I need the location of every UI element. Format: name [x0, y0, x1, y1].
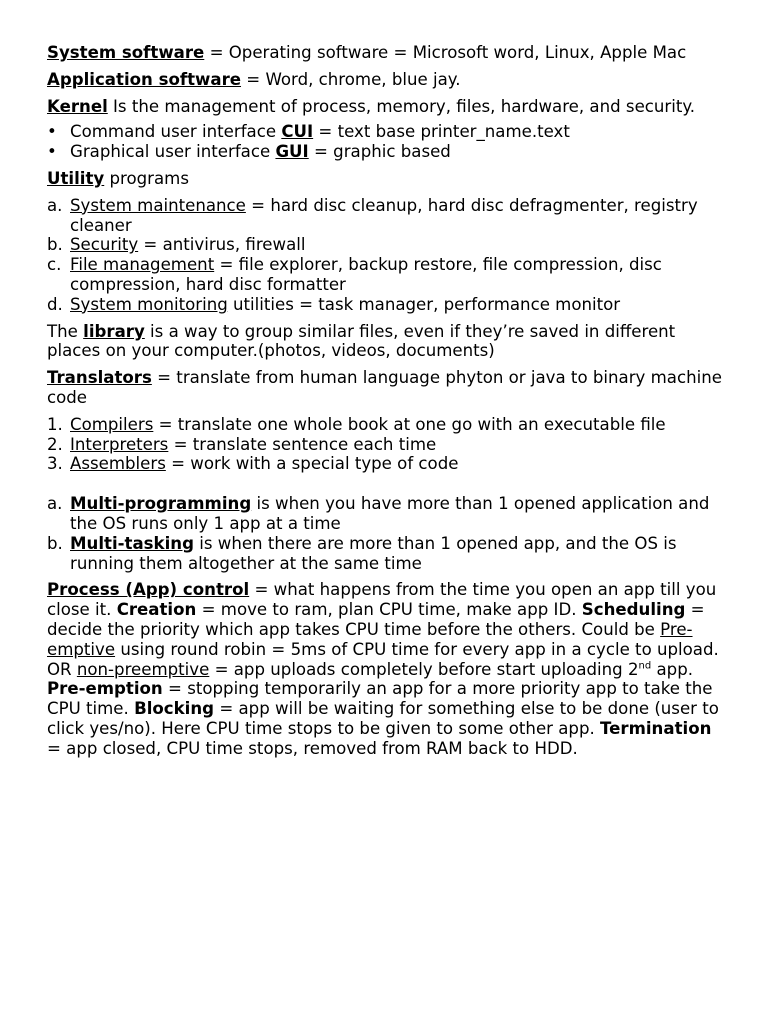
definition-text: = translate from human language phyton or java to binary machine code: [47, 368, 722, 407]
term-application-software: Application software: [47, 69, 242, 89]
paragraph-utility: [47, 169, 727, 189]
term-system-maintenance: System maintenance: [70, 195, 246, 215]
item-text: Graphical user interface: [70, 142, 276, 162]
bullet-marker: •: [47, 122, 57, 142]
term-multi-tasking: Multi-tasking: [70, 533, 194, 553]
definition-text: = app uploads completely before start uploading 2: [209, 659, 639, 679]
list-item: [47, 415, 727, 435]
translator-list: [47, 415, 727, 474]
definition-text: = stopping temporarily an app for a more priority app to take the CPU time.: [47, 679, 713, 719]
term-scheduling: Scheduling: [581, 600, 686, 620]
term-gui: GUI: [275, 142, 309, 162]
item-text: utilities = task manager, performance monitor: [227, 294, 621, 314]
multi-list: [47, 494, 727, 573]
list-marker: c.: [47, 255, 62, 275]
item-text: = hard disc cleanup, hard disc defragmenter, registry cleaner: [70, 195, 698, 235]
list-marker: 3.: [47, 454, 63, 474]
definition-text: The: [47, 321, 84, 341]
list-item: [47, 454, 727, 474]
list-marker: 2.: [47, 434, 63, 454]
list-item-cui: [47, 122, 727, 142]
item-text: = translate sentence each time: [168, 434, 437, 454]
term-blocking: Blocking: [134, 699, 215, 719]
definition-text: = Word, chrome, blue jay.: [241, 69, 461, 89]
definition-text: is a way to group similar files, even if they’re saved in different places on your computer.(photos, videos, documents): [47, 321, 676, 361]
term-pre-emption: Pre-emption: [47, 679, 163, 699]
term-system-monitoring: System monitoring: [70, 294, 228, 314]
list-item: [47, 255, 727, 295]
paragraph-application-software: [47, 70, 727, 90]
item-text: = graphic based: [308, 142, 451, 162]
list-item: [47, 235, 727, 255]
definition-text: = Operating software = Microsoft word, Linux, Apple Mac: [204, 43, 687, 62]
blank-line: [47, 474, 727, 494]
superscript-nd: nd: [638, 659, 652, 671]
paragraph-kernel: [47, 97, 727, 117]
definition-text: = decide the priority which app takes CPU time before the others. Could be: [47, 600, 705, 639]
paragraph-translators: [47, 368, 727, 408]
bullet-marker: •: [47, 142, 57, 162]
item-text: Command user interface: [70, 122, 282, 142]
list-item: [47, 295, 727, 315]
list-marker: a.: [47, 195, 63, 215]
term-cui: CUI: [281, 122, 314, 142]
list-marker: b.: [47, 533, 63, 553]
item-text: = antivirus, firewall: [138, 235, 306, 255]
definition-text: = what happens from the time you open an app till you close it.: [47, 580, 717, 620]
term-pre-emptive: Pre-emptive: [47, 619, 693, 659]
list-item: [47, 196, 727, 236]
definition-text: app.: [651, 659, 694, 679]
item-text: is when there are more than 1 opened app, and the OS is running them altogether at the same time: [70, 533, 677, 573]
term-assemblers: Assemblers: [70, 454, 166, 474]
utility-list: [47, 196, 727, 315]
paragraph-process-control: [47, 580, 727, 758]
term-creation: Creation: [116, 600, 197, 620]
definition-text: = move to ram, plan CPU time, make app ID.: [196, 600, 582, 620]
list-marker: b.: [47, 235, 63, 255]
term-kernel: Kernel: [47, 96, 108, 116]
paragraph-library: [47, 322, 727, 362]
item-text: = translate one whole book at one go with an executable file: [153, 414, 666, 434]
item-text: = work with a special type of code: [165, 454, 459, 474]
item-text: = file explorer, backup restore, file compression, disc compression, hard disc formatter: [70, 255, 662, 294]
term-file-management: File management: [70, 255, 215, 275]
term-termination: Termination: [600, 718, 712, 738]
paragraph-system-software: [47, 43, 727, 63]
term-multi-programming: Multi-programming: [70, 494, 252, 514]
list-item-gui: [47, 142, 727, 162]
item-text: is when you have more than 1 opened application and the OS runs only 1 app at a time: [70, 494, 710, 533]
list-item: [47, 435, 727, 455]
list-item: [47, 494, 727, 534]
term-compilers: Compilers: [70, 414, 154, 434]
term-system-software: System software: [47, 43, 205, 62]
term-interpreters: Interpreters: [70, 434, 169, 454]
term-security: Security: [70, 235, 139, 255]
interface-list: [47, 122, 727, 162]
term-process-control: Process (App) control: [47, 580, 250, 600]
list-marker: d.: [47, 294, 63, 314]
document-page: [47, 43, 727, 766]
term-library: library: [83, 321, 145, 341]
definition-text: = app will be waiting for something else to be done (user to click yes/no). Here CPU time stops to be given to some other app.: [47, 699, 719, 738]
definition-text: Is the management of process, memory, files, hardware, and security.: [107, 96, 696, 116]
definition-text: programs: [104, 168, 189, 188]
definition-text: using round robin = 5ms of CPU time for every app in a cycle to upload. OR: [47, 639, 719, 679]
term-utility: Utility: [47, 168, 105, 188]
list-marker: a.: [47, 494, 63, 514]
list-item: [47, 534, 727, 574]
term-translators: Translators: [47, 368, 152, 388]
definition-text: = app closed, CPU time stops, removed from RAM back to HDD.: [47, 738, 578, 758]
term-non-preemptive: non-preemptive: [76, 659, 210, 679]
item-text: = text base printer_name.text: [313, 122, 570, 142]
list-marker: 1.: [47, 414, 63, 434]
